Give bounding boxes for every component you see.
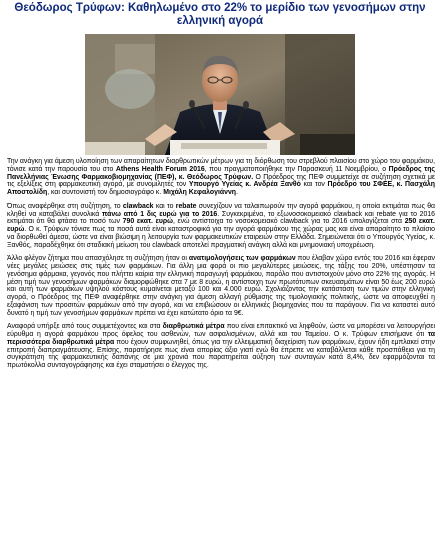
article-title <box>10 2 430 28</box>
bold-run: 250 εκατ. ευρώ <box>7 218 435 233</box>
paragraph-2 <box>7 203 435 250</box>
bold-run: τα περισσότερα διαρθρωτικά μέτρα <box>7 331 435 346</box>
bold-run: Πρόεδρο του ΣΦΕΕ, κ. Πασχάλη Αποστολίδη <box>7 181 435 196</box>
text-run: , ενώ αντίστοιχα το νοσοκομειακό clawback για το 2016 υπολογίζεται στα <box>172 218 405 226</box>
bold-run: rebate <box>175 202 197 210</box>
text-run: Άλλο φλέγον ζήτημα που απασχόλησε τη συζήτηση ήταν οι <box>7 255 189 263</box>
text-run: , που πραγματοποιήθηκε την Παρασκευή 11 Νοεμβρίου, ο <box>204 165 389 173</box>
bold-run: Athens Health Forum 2016 <box>115 165 205 173</box>
press-photo-speaker-at-podium <box>85 34 355 155</box>
text-run: συνεχίζουν να ταλαιπωρούν την αγορά φαρμάκου, η οποία εκτιμάται πως θα κληθεί να καταβάλει συνολικά <box>7 202 436 218</box>
title-line-1: Θεόδωρος Τρύφων: Καθηλωμένο στο 22% το μερίδιο των γενοσήμων στην <box>14 2 426 14</box>
text-run: , και συντονιστή τον δημοσιογράφο κ. <box>47 189 164 196</box>
paragraph-1 <box>7 158 435 197</box>
bold-run: clawback <box>122 202 154 210</box>
text-run: και το <box>153 202 176 210</box>
bold-run: ανατιμολογήσεις των φαρμάκων <box>188 255 296 263</box>
bold-run: Μιχάλη Κεφαλογιάννη <box>163 189 236 196</box>
bold-run: 790 εκατ. ευρώ <box>122 218 173 226</box>
bold-run: Υπουργό Υγείας κ. Ανδρέα Ξανθό <box>188 181 301 189</box>
bold-run: διαρθρωτικά μέτρα <box>162 323 225 331</box>
bold-run: Πρόεδρος της Πανελλήνιας Ένωσης Φαρμακοβιομηχανίας (ΠΕΦ), κ. Θεόδωρος Τρύφων. <box>7 165 435 181</box>
text-run: και τον <box>300 181 328 189</box>
text-run: Όπως αναφέρθηκε στη συζήτηση, το <box>7 202 123 210</box>
text-run: . Ο κ. Τρύφων τόνισε πως τα ποσά αυτά είναι καταστροφικά για την αγορά φαρμάκου της χώρας μας και είναι απαραίτητο το πλαίσιο να διορθωθεί άμεσα, ώστε να είναι βιώσιμη η λειτουργία των φαρμακευτικών εταιρειών στην Ελλάδα. Σημειώνεται ότι ο Υπουργός Υγείας, κ. Ξανθός, παραδέχθηκε ότι σταδιακή μείωση του clawback αποτελεί πραγματική ανάγκη αλλά και μνημονιακή υποχρέωση. <box>7 226 435 249</box>
text-run: Αναφορά υπήρξε από τους συμμετέχοντες και στα <box>7 323 163 331</box>
text-run: που είναι επιτακτικό να ληφθούν, ώστε να μπορέσει να λειτουργήσει εύρυθμα η αγορά φαρμάκου προς όφελος του ασθενών, των ασφαλισμένων, αλλά και του Ταμείου. Ο κ. Τρύφων επισήμανε ότι <box>7 323 435 338</box>
paragraph-3 <box>7 255 435 317</box>
text-run: Ο Πρόεδρος της ΠΕΦ συμμετείχε σε συζήτηση σχετικά με τις εξελίξεις στη φαρμακευτική αγορά, με συνομιλητές τον <box>7 173 436 189</box>
bold-run: πάνω από 1 δις ευρώ για το 2016 <box>102 210 218 218</box>
text-run: Την ανάγκη για άμεση υλοποίηση των απαραίτητων διαρθρωτικών μέτρων για τη διόρθωση του στρεβλού πλαισίου στο χώρο του φαρμάκου, τόνισε κατά την παρουσία του στο <box>7 158 435 173</box>
text-run: που έχουν συμφωνηθεί, όπως για την ελλειμματική διαχείριση των φαρμάκων, έχουν ήδη εμπλακεί στην επιτροπή διαπραγμάτευσης. Επίσης, παρατήρησε πως είναι απορίας άξιο γιατί ενώ θα έπρεπε να καταβάλλεται κάθε προσπάθεια για τη συγκράτηση της φαρμακευτικής δαπάνης σε μια χρονιά που παρατηρείται αύξηση των συνταγών κατά 8,4%, δεν εφαρμόζονται τα πρωτόκολλα συνταγογράφησης και έχει σταματήσει ο έλεγχος της. <box>7 338 435 369</box>
paragraph-4 <box>7 323 435 370</box>
title-line-2: ελληνική αγορά <box>176 15 264 27</box>
article-body <box>7 158 435 370</box>
text-run: . Συγκεκριμένα, το εξωνοσοκομειακό clawback και rebate για το 2016 εκτιμάται ότι θα φτάσει το ποσό των <box>7 210 436 226</box>
article-photo <box>85 34 355 155</box>
text-run: . <box>236 189 238 196</box>
text-run: που έλαβαν χώρα εντός του 2016 και έφεραν νέες μεγάλες μειώσεις στις τιμές των φαρμάκων. Για άλλη μια φορά οι πιο μεγαλύτερες μειώσεις, της τάξης του 20%, υπέστησαν τα γενόσημα φάρμακα, γεγονός που πλήττει καίρια την ελληνική παραγωγή φαρμάκου, παρόλο που αντιστοιχούν μόνο στο 22% της αγοράς. Η μέση τιμή των γενοσήμων φαρμάκων διαμορφώθηκε στα 7 με 8 ευρώ, η αντίστοιχη των πρωτότυπων σκευασμάτων είναι 50 έως 200 ευρώ και αυτή των φαρμάκων υψηλού κόστους κυμαίνεται μεταξύ 100 και 4.000 ευρώ. Σχολιάζοντας την κατάσταση των τιμών στην ελληνική αγορά, ο Πρόεδρος της ΠΕΦ αναφέρθηκε στην ανάγκη για άμεση αλλαγή ρύθμισης της τιμολογιακής πολιτικής, ώστε να αποφευχθεί η εξαφάνιση των προσιτών φαρμάκων από την αγορά, και να επιβιώσουν οι ελληνικές βιομηχανίες που τα παράγουν. Για να καταστεί αυτό δυνατό η τιμή των γενοσήμων φαρμάκων πρέπει να έχει κατώτατο όριο τα 9€. <box>7 255 435 317</box>
